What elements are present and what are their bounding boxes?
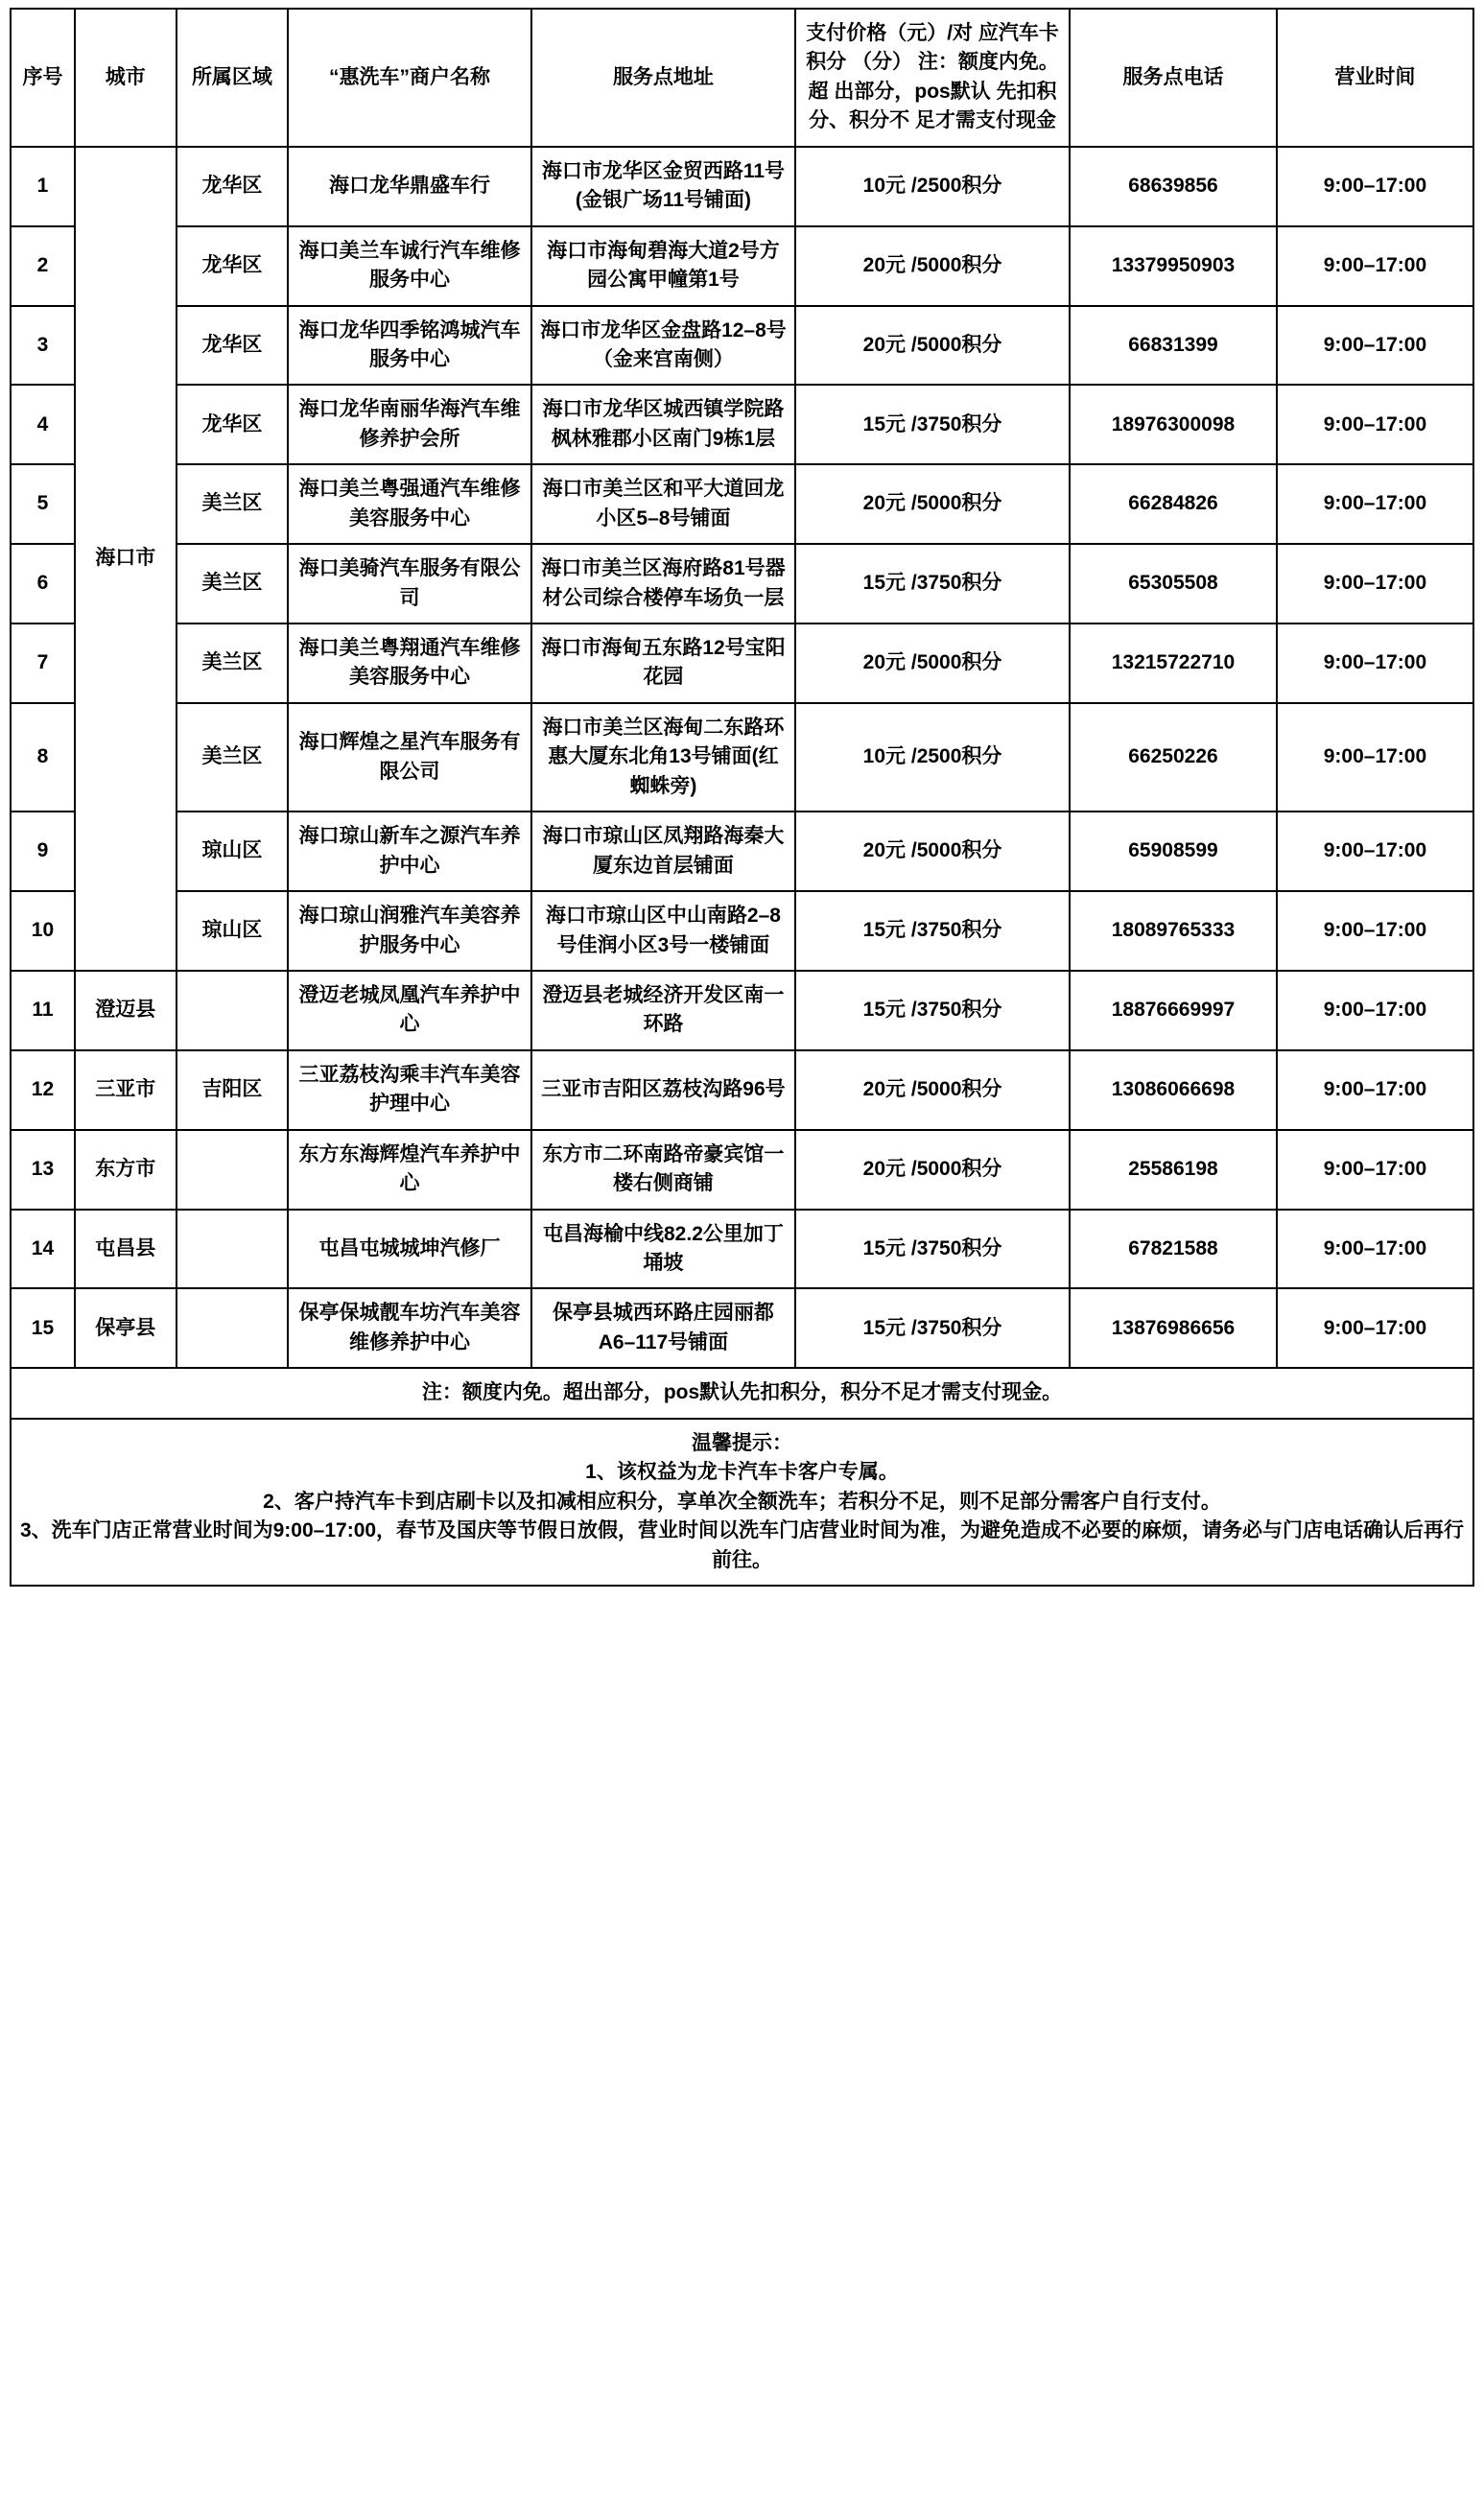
cell-region: 美兰区 (177, 544, 289, 624)
cell-merchant-name: 三亚荔枝沟乘丰汽车美容护理中心 (288, 1050, 531, 1130)
cell-merchant-name: 海口龙华鼎盛车行 (288, 147, 531, 226)
tips-row (11, 1419, 1473, 1586)
column-header-no: 序号 (11, 9, 75, 147)
cell-address: 澄迈县老城经济开发区南一环路 (531, 971, 795, 1050)
cell-price-points: 15元 /3750积分 (795, 544, 1070, 624)
cell-phone: 66831399 (1070, 306, 1277, 386)
cell-city: 三亚市 (75, 1050, 177, 1130)
column-header-city: 城市 (75, 9, 177, 147)
cell-merchant-name: 海口琼山新车之源汽车养护中心 (288, 812, 531, 891)
cell-address: 海口市美兰区海甸二东路环惠大厦东北角13号铺面(红蜘蛛旁) (531, 703, 795, 812)
cell-phone: 13379950903 (1070, 226, 1277, 306)
cell-address: 海口市美兰区海府路81号器材公司综合楼停车场负一层 (531, 544, 795, 624)
cell-region: 美兰区 (177, 703, 289, 812)
cell-address: 海口市琼山区中山南路2–8号佳润小区3号一楼铺面 (531, 891, 795, 971)
tips-line-1: 1、该权益为龙卡汽车卡客户专属。 (585, 1461, 899, 1484)
price-header-line-2: 应汽车卡积分 (806, 22, 1059, 74)
column-header-merchant-name: “惠洗车”商户名称 (288, 9, 531, 147)
table-row (11, 624, 1473, 703)
cell-price-points: 20元 /5000积分 (795, 812, 1070, 891)
cell-price-points: 20元 /5000积分 (795, 464, 1070, 544)
cell-business-hours: 9:00–17:00 (1277, 891, 1473, 971)
cell-address: 海口市龙华区金贸西路11号(金银广场11号铺面) (531, 147, 795, 226)
cell-region: 吉阳区 (177, 1050, 289, 1130)
table-row (11, 1210, 1473, 1289)
cell-address: 海口市美兰区和平大道回龙小区5–8号铺面 (531, 464, 795, 544)
cell-phone: 18876669997 (1070, 971, 1277, 1050)
cell-price-points: 15元 /3750积分 (795, 1210, 1070, 1289)
table-header-row (11, 9, 1473, 147)
price-header-line-1: 支付价格（元）/对 (806, 22, 974, 44)
table-row (11, 544, 1473, 624)
cell-serial-number: 7 (11, 624, 75, 703)
cell-price-points: 15元 /3750积分 (795, 1288, 1070, 1368)
cell-price-points: 20元 /5000积分 (795, 1130, 1070, 1210)
cell-business-hours: 9:00–17:00 (1277, 306, 1473, 386)
footer-note-row (11, 1368, 1473, 1418)
cell-price-points: 20元 /5000积分 (795, 1050, 1070, 1130)
cell-address: 三亚市吉阳区荔枝沟路96号 (531, 1050, 795, 1130)
cell-business-hours: 9:00–17:00 (1277, 1210, 1473, 1289)
table-row (11, 306, 1473, 386)
cell-city: 东方市 (75, 1130, 177, 1210)
table-row (11, 147, 1473, 226)
cell-city: 澄迈县 (75, 971, 177, 1050)
cell-price-points: 15元 /3750积分 (795, 891, 1070, 971)
cell-serial-number: 4 (11, 385, 75, 464)
cell-business-hours: 9:00–17:00 (1277, 812, 1473, 891)
cell-serial-number: 11 (11, 971, 75, 1050)
cell-serial-number: 14 (11, 1210, 75, 1289)
cell-serial-number: 10 (11, 891, 75, 971)
cell-merchant-name: 海口龙华四季铭鸿城汽车服务中心 (288, 306, 531, 386)
cell-region (177, 1210, 289, 1289)
column-header-region: 所属区域 (177, 9, 289, 147)
cell-region (177, 1288, 289, 1368)
cell-business-hours: 9:00–17:00 (1277, 385, 1473, 464)
cell-business-hours: 9:00–17:00 (1277, 1288, 1473, 1368)
table-row (11, 226, 1473, 306)
cell-address: 保亭县城西环路庄园丽都A6–117号铺面 (531, 1288, 795, 1368)
column-header-address: 服务点地址 (531, 9, 795, 147)
table-row (11, 1288, 1473, 1368)
cell-merchant-name: 海口美兰粤强通汽车维修美容服务中心 (288, 464, 531, 544)
cell-serial-number: 1 (11, 147, 75, 226)
cell-address: 屯昌海榆中线82.2公里加丁埇坡 (531, 1210, 795, 1289)
cell-merchant-name: 海口辉煌之星汽车服务有限公司 (288, 703, 531, 812)
cell-phone: 13215722710 (1070, 624, 1277, 703)
cell-merchant-name: 东方东海辉煌汽车养护中心 (288, 1130, 531, 1210)
cell-region (177, 971, 289, 1050)
tips-block (11, 1419, 1473, 1586)
cell-city: 海口市 (75, 147, 177, 971)
cell-phone: 67821588 (1070, 1210, 1277, 1289)
cell-business-hours: 9:00–17:00 (1277, 147, 1473, 226)
cell-business-hours: 9:00–17:00 (1277, 1130, 1473, 1210)
cell-phone: 66284826 (1070, 464, 1277, 544)
cell-address: 海口市海甸五东路12号宝阳花园 (531, 624, 795, 703)
table-row (11, 464, 1473, 544)
cell-price-points: 15元 /3750积分 (795, 971, 1070, 1050)
column-header-phone: 服务点电话 (1070, 9, 1277, 147)
cell-merchant-name: 海口美骑汽车服务有限公司 (288, 544, 531, 624)
cell-business-hours: 9:00–17:00 (1277, 226, 1473, 306)
tips-line-2: 2、客户持汽车卡到店刷卡以及扣减相应积分，享单次全额洗车；若积分不足，则不足部分需客户自行支付。 (263, 1490, 1221, 1513)
column-header-price (795, 9, 1070, 147)
cell-address: 海口市龙华区金盘路12–8号（金来宫南侧） (531, 306, 795, 386)
cell-serial-number: 8 (11, 703, 75, 812)
cell-region: 龙华区 (177, 385, 289, 464)
cell-business-hours: 9:00–17:00 (1277, 971, 1473, 1050)
cell-city: 保亭县 (75, 1288, 177, 1368)
cell-business-hours: 9:00–17:00 (1277, 703, 1473, 812)
table-row (11, 703, 1473, 812)
cell-serial-number: 2 (11, 226, 75, 306)
cell-merchant-name: 海口琼山润雅汽车美容养护服务中心 (288, 891, 531, 971)
table-row (11, 971, 1473, 1050)
cell-merchant-name: 保亭保城靓车坊汽车美容维修养护中心 (288, 1288, 531, 1368)
cell-phone: 13876986656 (1070, 1288, 1277, 1368)
cell-phone: 25586198 (1070, 1130, 1277, 1210)
cell-serial-number: 9 (11, 812, 75, 891)
cell-address: 海口市龙华区城西镇学院路枫林雅郡小区南门9栋1层 (531, 385, 795, 464)
tips-line-3: 3、洗车门店正常营业时间为9:00–17:00，春节及国庆等节假日放假，营业时间以洗车门店营业时间为准，为避免造成不必要的麻烦，请务必与门店电话确认后再行前往。 (19, 1519, 1465, 1571)
cell-merchant-name: 澄迈老城凤凰汽车养护中心 (288, 971, 531, 1050)
cell-region: 龙华区 (177, 147, 289, 226)
cell-region: 龙华区 (177, 226, 289, 306)
cell-region: 琼山区 (177, 812, 289, 891)
cell-address: 海口市海甸碧海大道2号方园公寓甲幢第1号 (531, 226, 795, 306)
price-header-line-3: （分） (852, 51, 913, 74)
table-row (11, 812, 1473, 891)
cell-merchant-name: 海口美兰车诚行汽车维修服务中心 (288, 226, 531, 306)
price-header-line-5: 出部分，pos默认 (834, 80, 991, 103)
cell-business-hours: 9:00–17:00 (1277, 624, 1473, 703)
cell-serial-number: 13 (11, 1130, 75, 1210)
cell-phone: 65305508 (1070, 544, 1277, 624)
cell-business-hours: 9:00–17:00 (1277, 1050, 1473, 1130)
cell-price-points: 15元 /3750积分 (795, 385, 1070, 464)
cell-region: 龙华区 (177, 306, 289, 386)
cell-price-points: 20元 /5000积分 (795, 226, 1070, 306)
cell-serial-number: 5 (11, 464, 75, 544)
cell-address: 东方市二环南路帝豪宾馆一楼右侧商铺 (531, 1130, 795, 1210)
cell-phone: 18976300098 (1070, 385, 1277, 464)
cell-price-points: 20元 /5000积分 (795, 624, 1070, 703)
cell-address: 海口市琼山区凤翔路海秦大厦东边首层铺面 (531, 812, 795, 891)
footer-note: 注：额度内免。超出部分，pos默认先扣积分，积分不足才需支付现金。 (11, 1368, 1473, 1418)
cell-region: 美兰区 (177, 464, 289, 544)
cell-merchant-name: 海口龙华南丽华海汽车维修养护会所 (288, 385, 531, 464)
price-header-line-6: 先扣积分、积分不 (809, 80, 1057, 132)
cell-phone: 68639856 (1070, 147, 1277, 226)
column-header-hours: 营业时间 (1277, 9, 1473, 147)
table-row (11, 1130, 1473, 1210)
cell-business-hours: 9:00–17:00 (1277, 464, 1473, 544)
cell-serial-number: 3 (11, 306, 75, 386)
cell-phone: 66250226 (1070, 703, 1277, 812)
cell-region (177, 1130, 289, 1210)
cell-business-hours: 9:00–17:00 (1277, 544, 1473, 624)
cell-phone: 65908599 (1070, 812, 1277, 891)
cell-serial-number: 6 (11, 544, 75, 624)
cell-merchant-name: 屯昌屯城城坤汽修厂 (288, 1210, 531, 1289)
table-row (11, 1050, 1473, 1130)
cell-region: 美兰区 (177, 624, 289, 703)
cell-city: 屯昌县 (75, 1210, 177, 1289)
cell-phone: 18089765333 (1070, 891, 1277, 971)
cell-serial-number: 15 (11, 1288, 75, 1368)
cell-serial-number: 12 (11, 1050, 75, 1130)
cell-price-points: 10元 /2500积分 (795, 703, 1070, 812)
table-row (11, 385, 1473, 464)
price-header-line-4: 注：额度内免。超 (808, 51, 1059, 103)
price-header-line-7: 足才需支付现金 (914, 109, 1056, 132)
tips-title: 温馨提示： (692, 1431, 792, 1454)
cell-merchant-name: 海口美兰粤翔通汽车维修美容服务中心 (288, 624, 531, 703)
table-body (11, 147, 1473, 1369)
cell-region: 琼山区 (177, 891, 289, 971)
table-row (11, 891, 1473, 971)
cell-price-points: 10元 /2500积分 (795, 147, 1070, 226)
cell-price-points: 20元 /5000积分 (795, 306, 1070, 386)
cell-phone: 13086066698 (1070, 1050, 1277, 1130)
merchant-list-table (10, 8, 1474, 1587)
